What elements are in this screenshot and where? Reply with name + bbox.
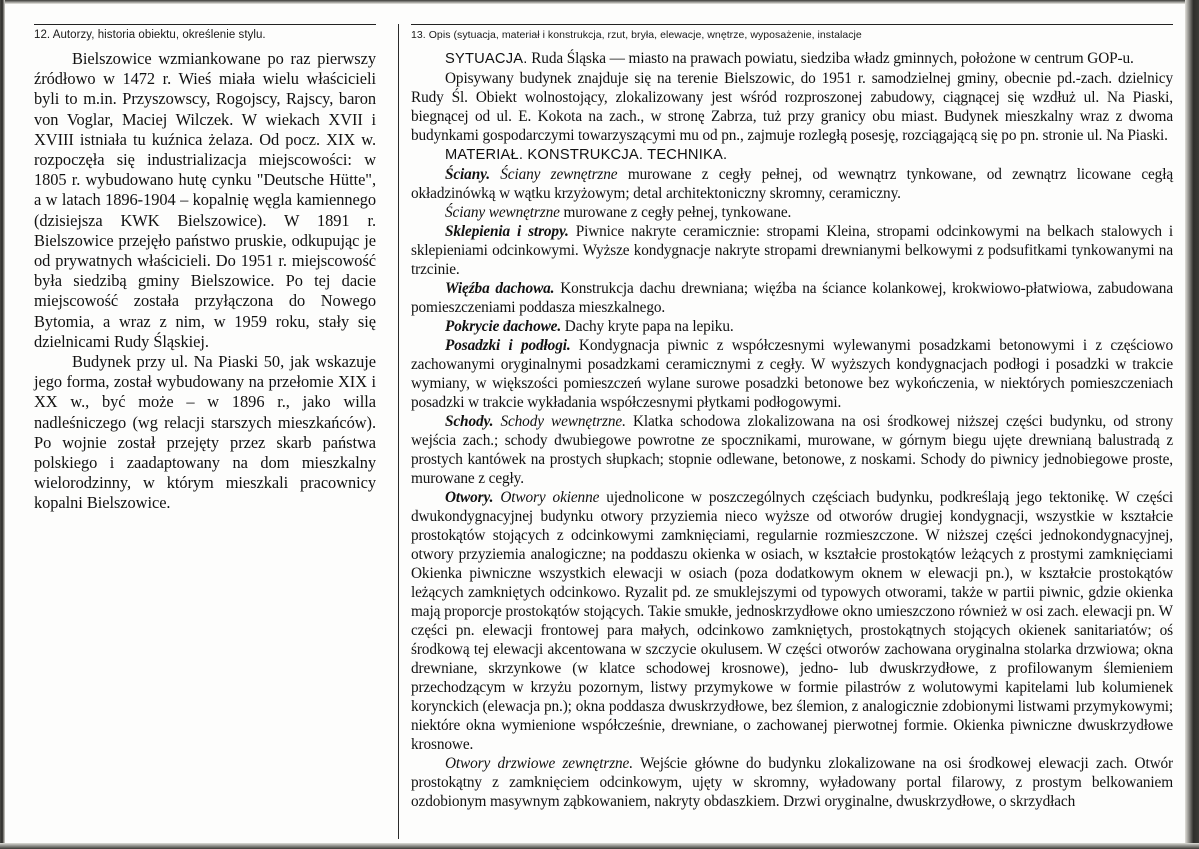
field-13-top-rule xyxy=(411,24,1173,25)
field-13-paragraph-otwory-drzwiowe xyxy=(411,754,1173,811)
paragraph-text-pokrycie: Dachy kryte papa na lepiku. xyxy=(561,318,734,335)
paragraph-lead-sklepienia: Sklepienia i stropy. xyxy=(445,223,569,240)
paragraph-text-sciany-wewnetrzne: murowane z cegły pełnej, tynkowane. xyxy=(559,204,792,221)
paragraph-lead-pokrycie: Pokrycie dachowe. xyxy=(445,318,562,335)
field-12-top-rule xyxy=(34,24,376,25)
paragraph-lead-wiezba: Więźba dachowa. xyxy=(445,280,555,297)
paragraph-sublead-otwory: Otwory okienne xyxy=(493,489,600,506)
field-12-caption: 12. Autorzy, historia obiektu, określenie stylu. xyxy=(34,29,266,41)
field-13-paragraph-otwory xyxy=(411,488,1173,754)
paragraph-lead-sciany-wewnetrzne: Ściany wewnętrzne xyxy=(445,204,560,221)
field-13-caption: 13. Opis (sytuacja, materiał i konstrukcja, rzut, bryła, elewacje, wnętrze, wyposażenie, instalacje xyxy=(411,29,862,41)
field-12-column xyxy=(34,24,386,839)
field-13-paragraph-sytuacja-1 xyxy=(411,49,1173,69)
paragraph-text-otwory-drzwiowe: Wejście główne do budynku zlokalizowane na osi środkowej elewacji zach. Otwór prostokątny z zamknięciem odcinkowym, ujęty w skromny, wyładowany portal filarowy, z prostym belkowaniem ozdobionym masywnym ząbkowaniem, nakryty obdaszkiem. Drzwi oryginalne, dwuskrzydłowe, o skrzydłach xyxy=(411,755,1173,810)
paragraph-text-otwory: ujednolicone w poszczególnych częściach budynku, podkreślają jego tektonikę. W części dwukondygnacyjnej budynku otwory przyziemia nieco wyższe od otworów drugiej kondygnacji, wszystkie w kształcie prostokątów stojących z odcinkowymi zamknięciami, regularnie rozmieszczone. W niższej części jednokondygnacyjnej, otwory przyziemia analogiczne; na poddaszu okienka w osiach, w kształcie prostokątów leżących z prostymi zamknięciami Okienka piwniczne wszystkich elewacji w osiach (poza dodatkowym oknem w elewacji pn.), w kształcie prostokątów leżących zamkniętych odcinkowo. Ryzalit pd. ze smuklejszymi od typowych otworami, także w partii piwnic, gdzie okienka mają proporcje prostokątów stojących. Takie smukłe, jednoskrzydłowe okno umieszczono również w osi zach. elewacji pn. W części pn. elewacji frontowej para małych, odcinkowo zamkniętych, prostokątnych stojących okienek sanitariatów; oś środkową tej elewacji akcentowana w szczycie okulusem. W części otworów zachowana oryginalna stolarka drzwiowa; okna drewniane, skrzynkowe (w klatce schodowej krosnowe), jedno- lub dwuskrzydłowe, z profilowanym ślemieniem przechodzącym w krzyżu pozornym, listwy przymykowe w formie pilastrów z wolutowymi kapitelami lub kolumienek korynckich (elewacja pn.); okna poddasza dwuskrzydłowe, bez ślemion, z analogicznie zdobionymi listwami przymykowymi; niektóre okna wymienione współcześnie, drewniane, o zachowanej pierwotnej formie. Okienka piwniczne dwuskrzydłowe krosnowe. xyxy=(411,489,1173,753)
field-12-paragraph-2: Budynek przy ul. Na Piaski 50, jak wskazuje jego forma, został wybudowany na przełomie XIX i XX w., być może – w 1896 r., jako willa nadleśniczego (wg relacji starszych mieszkańców). Po wojnie został przejęty przez skarb państwa polskiego i zaadaptowany na dom mieszkalny wielorodzinny, w którym mieszkali pracownicy kopalni Bielszowice. xyxy=(34,352,376,513)
paragraph-lead-otwory: Otwory. xyxy=(445,489,494,506)
paragraph-text-sklepienia: Piwnice nakryte ceramicznie: stropami Kleina, stropami odcinkowymi na belkach stalowych i sklepieniami odcinkowymi. Wyższe kondygnacje nakryte stropami drewnianymi belkowymi z podsufitkami tynkowanymi na trzcinie. xyxy=(411,223,1173,278)
field-13-paragraph-posadzki xyxy=(411,336,1173,412)
field-13-paragraph-schody xyxy=(411,412,1173,488)
field-13-paragraph-sciany-wewnetrzne xyxy=(411,203,1173,222)
paragraph-text-sytuacja-1: Ruda Śląska — miasto na prawach powiatu, siedziba władz gminnych, położone w centrum GOP-u. xyxy=(527,50,1134,67)
paragraph-text-posadzki: Kondygnacja piwnic z współczesnymi wylewanymi posadzkami betonowymi i z częściowo zachowanymi oryginalnymi posadzkami ceramicznymi z cegły. W wyższych kondygnacjach podłogi i posadzki w trakcie wymiany, w większości pomieszczeń wylane surowe posadzki betonowe bez wykończenia, w niektórych pomieszczeniach posadzki w trakcie wykładania współczesnymi płytkami podłogowymi. xyxy=(411,337,1174,411)
field-12-paragraph-1: Bielszowice wzmiankowane po raz pierwszy źródłowo w 1472 r. Wieś miała wielu właścicieli byli to m.in. Przyszowscy, Rogojscy, Rajscy, baron von Voglar, Maciej Wilczek. W wiekach XVII i XVIII istniała tu kuźnica żelaza. Od pocz. XIX w. rozpoczęła się industrializacja miejscowości: w 1805 r. wybudowano hutę cynku "Deutsche Hütte", a w latach 1896-1904 – kopalnię węgla kamiennego (dzisiejsza KWK Bielszowice). W 1891 r. Bielszowice przejęło państwo pruskie, odkupując je od prywatnych właścicieli. Do 1951 r. miejscowość była siedzibą gminy Bielszowice. Po tej dacie miejscowość została przyłączona do Nowego Bytomia, a wraz z nim, w 1959 roku, stały się dzielnicami Rudy Śląskiej. xyxy=(34,49,376,351)
paragraph-text-wiezba: Konstrukcja dachu drewniana; więźba na ściance kolankowej, krokwiowo-płatwiowa, zabudowana pomieszczeniami poddasza mieszkalnego. xyxy=(411,280,1174,316)
field-13-paragraph-sytuacja-2 xyxy=(411,69,1173,145)
field-13-paragraph-sklepienia xyxy=(411,222,1173,279)
paragraph-lead-sciany: Ściany. xyxy=(445,166,490,183)
field-13-paragraph-sciany xyxy=(411,165,1173,203)
field-13-paragraph-pokrycie xyxy=(411,317,1173,336)
paragraph-lead-material-heading: MATERIAŁ. KONSTRUKCJA. TECHNIKA. xyxy=(445,147,728,163)
paragraph-lead-posadzki: Posadzki i podłogi. xyxy=(445,337,571,354)
paragraph-text-sciany: murowane z cegły pełnej, od wewnątrz tynkowane, od zewnątrz licowane cegłą okładzinówką w wątku krzyżowym; detal architektoniczny skromny, ceramiczny. xyxy=(411,166,1173,202)
paragraph-lead-schody: Schody. xyxy=(445,413,494,430)
field-13-paragraph-material-heading xyxy=(411,145,1173,165)
column-gutter xyxy=(386,24,398,839)
field-13-body xyxy=(411,49,1173,811)
paragraph-sublead-sciany: Ściany zewnętrzne xyxy=(489,166,618,183)
field-13-paragraph-wiezba xyxy=(411,279,1173,317)
paragraph-text-sytuacja-2: Opisywany budynek znajduje się na terenie Bielszowic, do 1951 r. samodzielnej gminy, obecnie pd.-zach. dzielnicy Rudy Śl. Obiekt wolnostojący, zlokalizowany jest wśród rozproszonej zabudowy, ciągnącej się wzdłuż ul. Na Piaski, biegnącej od ul. E. Kokota na zach., w stronę Zabrza, tuż przy granicy obu miast. Budynek mieszkalny wraz z dwoma budynkami gospodarczymi towarzyszącymi mu od pn., zajmuje rozległą posesję, rozciągającą się po pn. stronie ul. Na Piaski. xyxy=(411,70,1173,144)
paragraph-sublead-schody: Schody wewnętrzne. xyxy=(493,413,626,430)
paragraph-lead-otwory-drzwiowe: Otwory drzwiowe zewnętrzne. xyxy=(445,755,633,772)
field-13-column xyxy=(398,24,1173,839)
paragraph-lead-sytuacja-1: SYTUACJA. xyxy=(445,51,528,67)
paragraph-text-schody: Klatka schodowa zlokalizowana na osi środkowej niższej części budynku, od strony wejścia zach.; schody dwubiegowe powrotne ze spocznikami, murowane, w górnym biegu ujęte drewnianą balustradą z prostych kantówek na prostych słupkach; stopnie odlewane, betonowe, z noskami. Schody do piwnicy jednobiegowe proste, murowane z cegły. xyxy=(411,413,1174,487)
